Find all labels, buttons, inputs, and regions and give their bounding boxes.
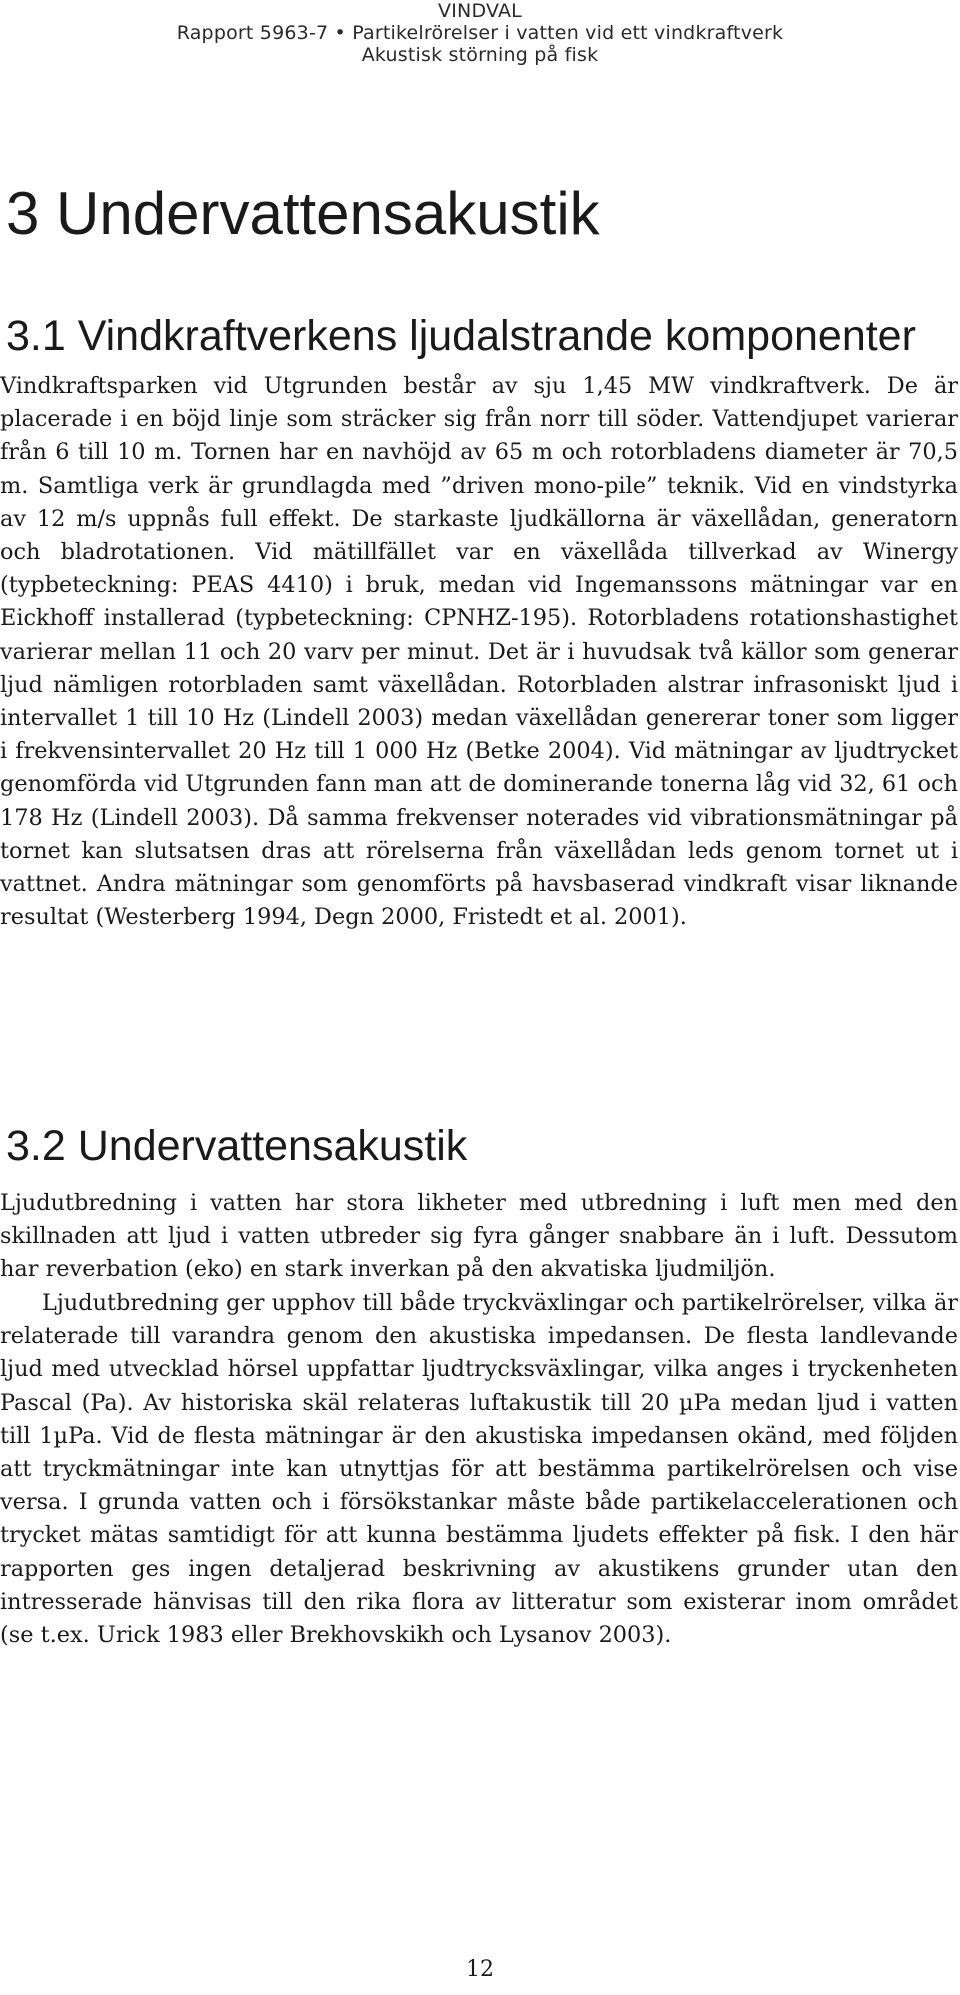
- chapter-title: 3 Undervattensakustik: [6, 180, 600, 247]
- header-series: VINDVAL: [438, 0, 522, 22]
- section-3-1-paragraph: Vindkraftsparken vid Utgrunden består av sju 1,45 MW vindkraftverk. De är placerade i en böjd linje som sträcker sig från norr till söder. Vattendjupet varierar från 6 till 10 m. Tornen har en navhöjd av 65 m och rotorbladens diameter är 70,5 m. Samtliga verk är grundlagda med ”driven mono-pile” teknik. Vid en vindstyrka av 12 m/s uppnås full effekt. De starkaste ljudkällorna är växellådan, generatorn och bladrotationen. Vid mätillfället var en växellåda tillverkad av Winergy (typbeteckning: PEAS 4410) i bruk, medan vid Ingemanssons mätningar var en Eickhoff installerad (typbeteckning: CPNHZ-195). Rotorbladens rotationshastighet varierar mellan 11 och 20 varv per minut. Det är i huvudsak två källor som generar ljud nämligen rotorbladen samt växellådan. Rotorbladen alstrar infrasoniskt ljud i intervallet 1 till 10 Hz (Lindell 2003) medan växellådan genererar toner som ligger i frekvensintervallet 20 Hz till 1 000 Hz (Betke 2004). Vid mätningar av ljudtrycket genomförda vid Utgrunden fann man att de dominerande tonerna låg vid 32, 61 och 178 Hz (Lindell 2003). Då samma frekvenser noterades vid vibrationsmätningar på tornet kan slutsatsen dras att rörelserna från växellådan leds genom tornet ut i vattnet. Andra mätningar som genomförts på havsbaserad vindkraft visar liknande resultat (Westerberg 1994, Degn 2000, Fristedt et al. 2001).: [0, 373, 958, 931]
- section-3-2-paragraph-1: Ljudutbredning i vatten har stora likheter med utbredning i luft men med den skillnaden att ljud i vatten utbreder sig fyra gånger snabbare än i luft. Dessutom har reverbation (eko) en stark inverkan på den akvatiska ljudmiljön.: [0, 1190, 958, 1283]
- running-header: [0, 0, 960, 66]
- section-title-3-2: 3.2 Undervattensakustik: [6, 1122, 468, 1170]
- header-report: Rapport 5963-7 • Partikelrörelser i vatten vid ett vindkraftverk: [176, 22, 784, 44]
- header-subtitle: Akustisk störning på fisk: [361, 44, 599, 66]
- section-3-2-paragraph-2: Ljudutbredning ger upphov till både tryckväxlingar och partikelrörelser, vilka är relaterade till varandra genom den akustiska impedansen. De flesta landlevande ljud med utvecklad hörsel uppfattar ljudtrycksväxlingar, vilka anges i tryckenheten Pascal (Pa). Av historiska skäl relateras luftakustik till 20 µPa medan ljud i vatten till 1µPa. Vid de flesta mätningar är den akustiska impedansen okänd, med följden att tryckmätningar inte kan utnyttjas för att bestämma partikelrörelsen och vise versa. I grunda vatten och i försökstankar måste både partikelaccelerationen och trycket mätas samtidigt för att kunna bestämma ljudets effekter på fisk. I den här rapporten ges ingen detaljerad beskrivning av akustikens grunder utan den intresserade hänvisas till den rika flora av litteratur som existerar inom området (se t.ex. Urick 1983 eller Brekhovskikh och Lysanov 2003).: [0, 1290, 958, 1649]
- section-title-3-1: 3.1 Vindkraftverkens ljudalstrande komponenter: [6, 312, 916, 360]
- page-number: 12: [466, 1957, 494, 1982]
